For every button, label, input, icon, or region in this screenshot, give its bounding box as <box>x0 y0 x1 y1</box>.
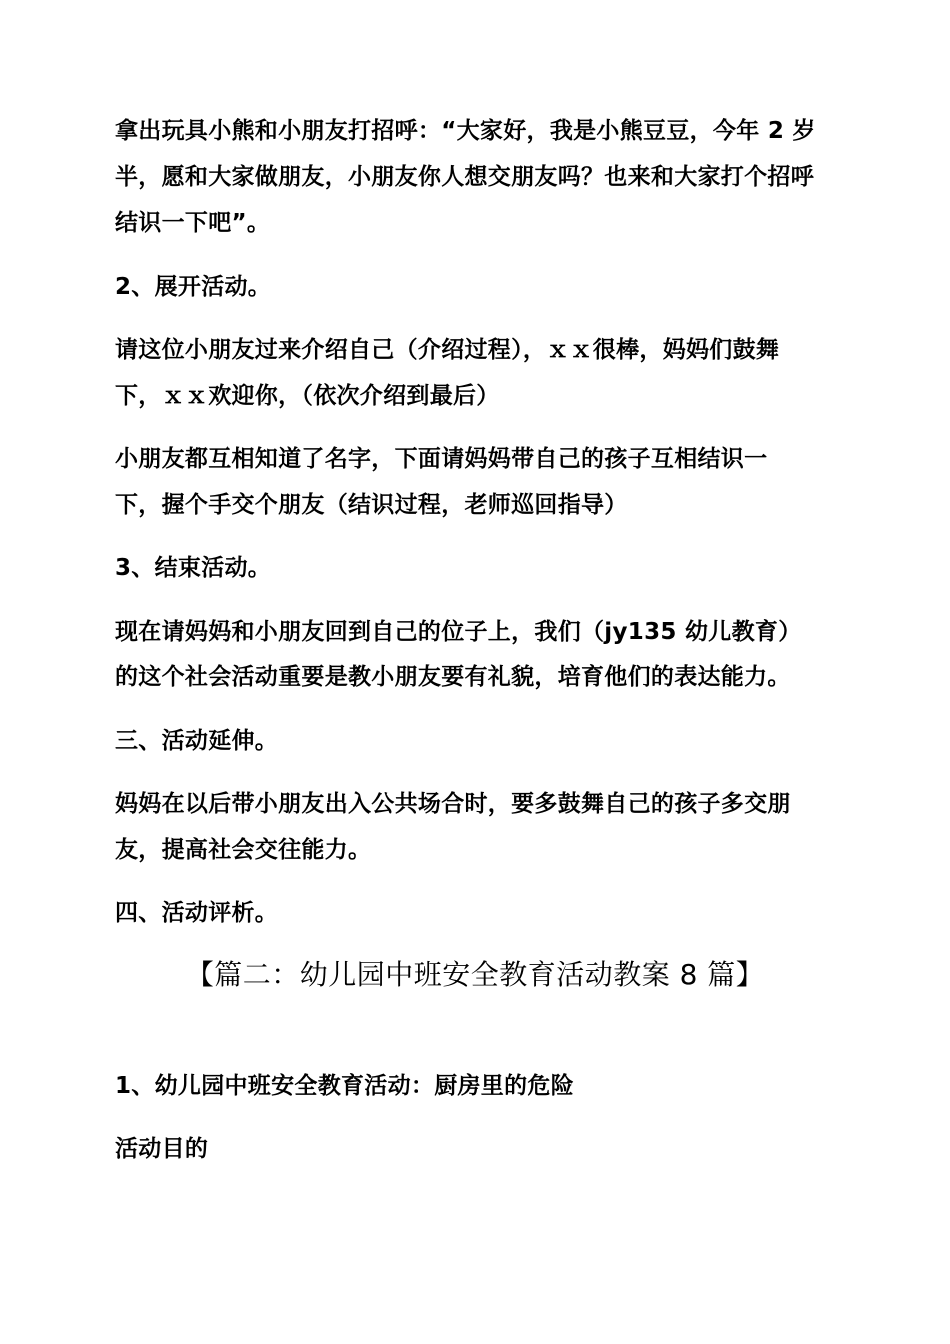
section-step-heading: 四、活动评析。 <box>115 900 279 926</box>
text-line: 下，ｘｘ欢迎你，（依次介绍到最后） <box>115 383 500 409</box>
chapter-heading: 【篇二：幼儿园中班安全教育活动教案 8 篇】 <box>185 958 765 991</box>
text-line: 拿出玩具小熊和小朋友打招呼：“大家好，我是小熊豆豆，今年 2 岁 <box>115 118 816 144</box>
text-line: 妈妈在以后带小朋友出入公共场合时，要多鼓舞自己的孩子多交朋 <box>115 791 791 817</box>
text-line: 友，提高社会交往能力。 <box>115 837 372 863</box>
text-line: 请这位小朋友过来介绍自己（介绍过程），ｘｘ很棒，妈妈们鼓舞 <box>115 337 780 363</box>
text-line: 半，愿和大家做朋友，小朋友你人想交朋友吗？也来和大家打个招呼 <box>115 164 814 190</box>
text-line: 的这个社会活动重要是教小朋友要有礼貌，培育他们的表达能力。 <box>115 664 791 690</box>
subsection-heading: 活动目的 <box>115 1136 209 1162</box>
text-line: 小朋友都互相知道了名字，下面请妈妈带自己的孩子互相结识一 <box>115 446 768 472</box>
subsection-heading: 1、幼儿园中班安全教育活动：厨房里的危险 <box>115 1073 575 1099</box>
text-line: 结识一下吧”。 <box>115 210 271 236</box>
section-step-heading: 3、结束活动。 <box>115 555 272 581</box>
section-step-heading: 2、展开活动。 <box>115 274 272 300</box>
section-step-heading: 三、活动延伸。 <box>115 728 279 754</box>
text-line: 下，握个手交个朋友（结识过程，老师巡回指导） <box>115 492 628 518</box>
text-line: 现在请妈妈和小朋友回到自己的位子上，我们（jy135 幼儿教育） <box>115 619 802 645</box>
